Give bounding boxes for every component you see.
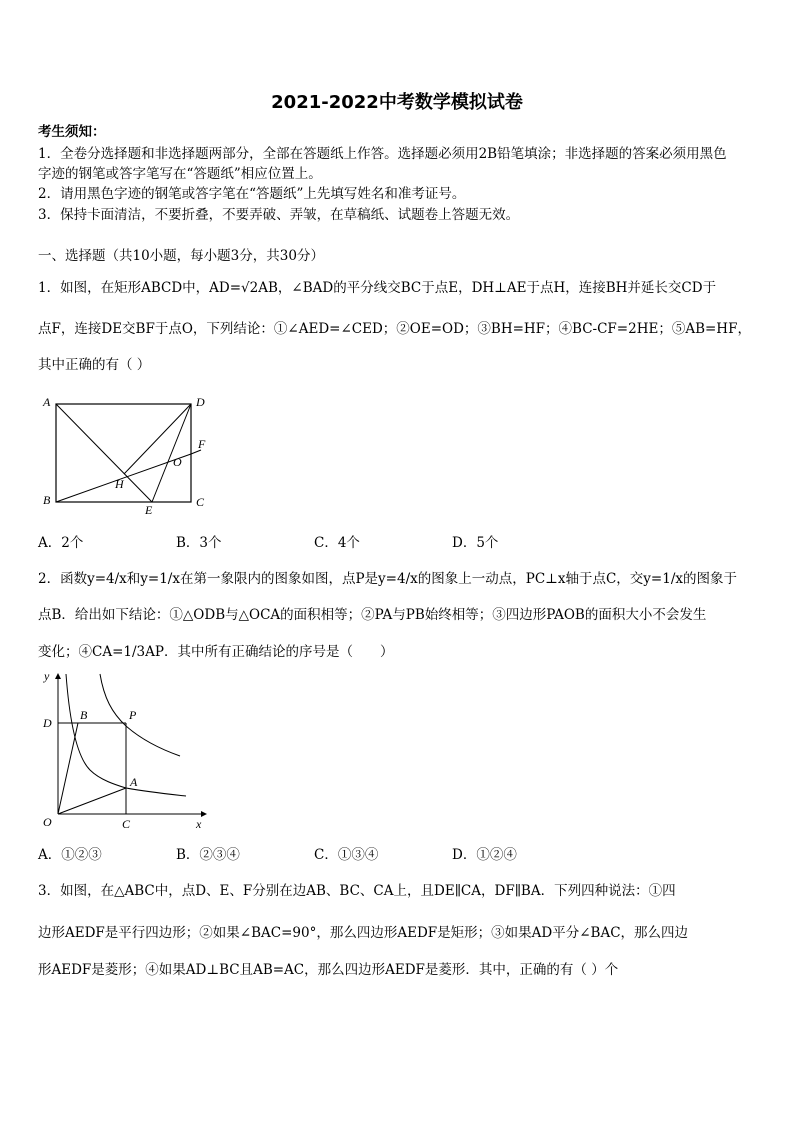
q2-option-d[interactable]: D．①②④ [452, 847, 517, 863]
notice-line-2: 字迹的钢笔或答字笔写在“答题纸”相应位置上。 [38, 166, 322, 182]
notice-heading: 考生须知： [38, 124, 106, 140]
label-b: B [43, 493, 51, 507]
label-d: D [196, 395, 205, 409]
segment-oa [58, 788, 126, 814]
q3-line-3: 形AEDF是菱形；④如果AD⊥BC且AB=AC，那么四边形AEDF是菱形．其中，正确的有（ ）个 [38, 962, 619, 978]
notice-line-4: 3．保持卡面清洁，不要折叠，不要弄破、弄皱，在草稿纸、试题卷上答题无效。 [38, 207, 520, 223]
q1-line-1: 1．如图，在矩形ABCD中，AD=√2AB，∠BAD的平分线交BC于点E，DH⊥AE于点H，连接BH并延长交CD于 [38, 280, 717, 296]
notice-line-1: 1．全卷分选择题和非选择题两部分，全部在答题纸上作答。选择题必须用2B铅笔填涂；非选择题的答案必须用黑色 [38, 146, 727, 162]
q1-option-b[interactable]: B．3个 [176, 535, 222, 551]
label-x: x [196, 817, 202, 831]
segment-ae [56, 404, 152, 502]
label-d: D [43, 716, 52, 730]
q2-line-2: 点B．给出如下结论：①△ODB与△OCA的面积相等；②PA与PB始终相等；③四边形PAOB的面积大小不会发生 [38, 607, 707, 623]
page-title: 2021-2022中考数学模拟试卷 [271, 92, 523, 113]
segment-de [152, 404, 191, 502]
label-e: E [145, 503, 153, 516]
curve-y-4-over-x [100, 674, 180, 756]
q2-option-b[interactable]: B．②③④ [176, 847, 240, 863]
section-heading: 一、选择题（共10小题，每小题3分，共30分） [38, 248, 324, 264]
q3-line-1: 3．如图，在△ABC中，点D、E、F分别在边AB、BC、CA上，且DE∥CA，DF∥BA．下列四种说法：①四 [38, 883, 676, 899]
segment-ob [58, 723, 78, 814]
q1-line-2: 点F，连接DE交BF于点O，下列结论：①∠AED=∠CED；②OE=OD；③BH=HF；④BC-CF=2HE；⑤AB=HF， [38, 321, 751, 337]
q3-line-2: 边形AEDF是平行四边形；②如果∠BAC=90°，那么四边形AEDF是矩形；③如果AD平分∠BAC，那么四边 [38, 925, 689, 941]
q2-option-a[interactable]: A．①②③ [38, 847, 102, 863]
q2-line-3: 变化；④CA=1/3AP．其中所有正确结论的序号是（ ） [38, 644, 394, 660]
q2-line-1: 2．函数y=4/x和y=1/x在第一象限内的图象如图，点P是y=4/x的图象上一动点，PC⊥x轴于点C，交y=1/x的图象于 [38, 571, 737, 587]
label-h: H [115, 477, 124, 491]
q1-option-a[interactable]: A．2个 [38, 535, 84, 551]
label-a: A [130, 775, 138, 789]
label-o: O [173, 455, 182, 469]
label-b: B [80, 708, 88, 722]
q1-option-d[interactable]: D．5个 [452, 535, 499, 551]
label-f: F [198, 437, 206, 451]
notice-line-3: 2．请用黑色字迹的钢笔或答字笔在“答题纸”上先填写姓名和准考证号。 [38, 186, 466, 202]
label-o: O [43, 815, 52, 829]
label-y: y [44, 669, 50, 683]
q1-option-c[interactable]: C．4个 [314, 535, 360, 551]
q2-hyperbola-figure [38, 668, 218, 836]
label-c: C [122, 817, 131, 831]
label-p: P [129, 708, 137, 722]
label-a: A [43, 395, 51, 409]
label-c: C [196, 495, 205, 509]
q1-line-3: 其中正确的有（ ） [38, 357, 151, 373]
q2-option-c[interactable]: C．①③④ [314, 847, 379, 863]
q1-rectangle-figure [38, 392, 218, 516]
